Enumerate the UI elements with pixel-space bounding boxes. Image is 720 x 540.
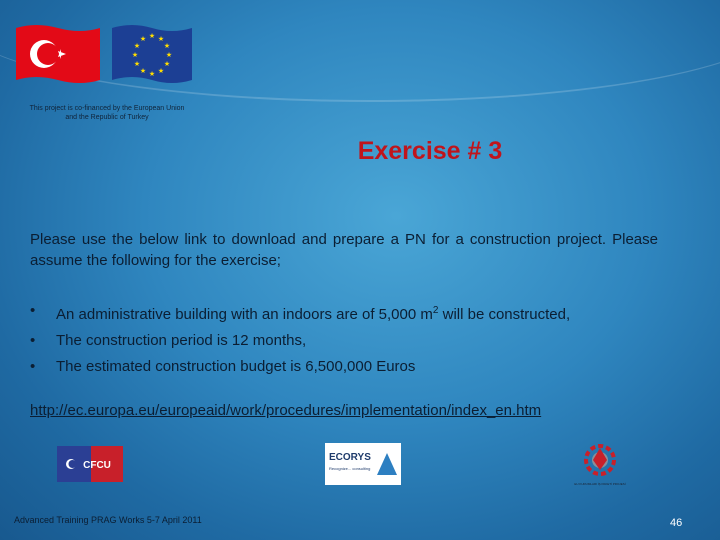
cofinance-line-1: This project is co-financed by the European Union xyxy=(29,105,185,112)
svg-text:★: ★ xyxy=(157,35,165,43)
bullet-dot: • xyxy=(30,302,36,319)
bullet-dot: • xyxy=(30,332,36,349)
intro-paragraph: Please use the below link to download and prepare a PN for a construction project. Please assume the following for the exercise; xyxy=(30,231,658,269)
svg-text:★: ★ xyxy=(133,42,141,50)
cfcu-text: CFCU xyxy=(83,460,111,471)
page-number: 46 xyxy=(670,517,683,529)
background-wave xyxy=(0,0,720,102)
bullet-text: The construction period is 12 months, xyxy=(56,332,307,349)
footer-text: Advanced Training PRAG Works 5-7 April 2011 xyxy=(14,515,202,525)
bullet-item-building xyxy=(30,301,658,324)
cfcu-logo-icon xyxy=(57,446,123,482)
svg-text:★: ★ xyxy=(163,60,171,68)
bullet-text: An administrative building with an indoors are of 5,000 m xyxy=(56,306,433,323)
svg-text:★: ★ xyxy=(133,60,141,68)
eu-flag-icon xyxy=(110,22,194,86)
bullet-list xyxy=(30,301,658,376)
bullet-item-period xyxy=(30,331,658,350)
svg-text:★: ★ xyxy=(139,67,147,75)
bullet-item-budget xyxy=(30,357,658,376)
download-link[interactable]: http://ec.europa.eu/europeaid/work/procedures/implementation/index_en.htm xyxy=(30,402,542,419)
svg-text:★: ★ xyxy=(131,51,139,59)
ecorys-logo-icon xyxy=(325,443,401,485)
project-emblem-icon xyxy=(567,442,633,490)
bullet-tail: will be constructed, xyxy=(438,306,571,323)
svg-text:★: ★ xyxy=(148,32,156,40)
bullet-dot: • xyxy=(30,358,36,375)
slide-title: Exercise # 3 xyxy=(357,137,503,165)
ecorys-text: ECORYS xyxy=(329,452,371,463)
svg-text:★: ★ xyxy=(163,42,171,50)
svg-text:★: ★ xyxy=(157,67,165,75)
svg-text:★: ★ xyxy=(148,70,156,78)
turkey-flag-icon xyxy=(14,22,102,86)
bullet-text: The estimated construction budget is 6,500,000 Euros xyxy=(56,358,416,375)
emblem-caption: EU KURUMLARI İŞ PAKETİ PROJESİ xyxy=(574,482,626,486)
ecorys-subtext: Recognize... consulting xyxy=(329,466,371,471)
svg-text:★: ★ xyxy=(139,35,147,43)
svg-text:★: ★ xyxy=(165,51,173,59)
cofinance-note xyxy=(12,104,202,122)
superscript-2: 2 xyxy=(432,305,439,316)
cofinance-line-2: and the Republic of Turkey xyxy=(65,114,149,121)
